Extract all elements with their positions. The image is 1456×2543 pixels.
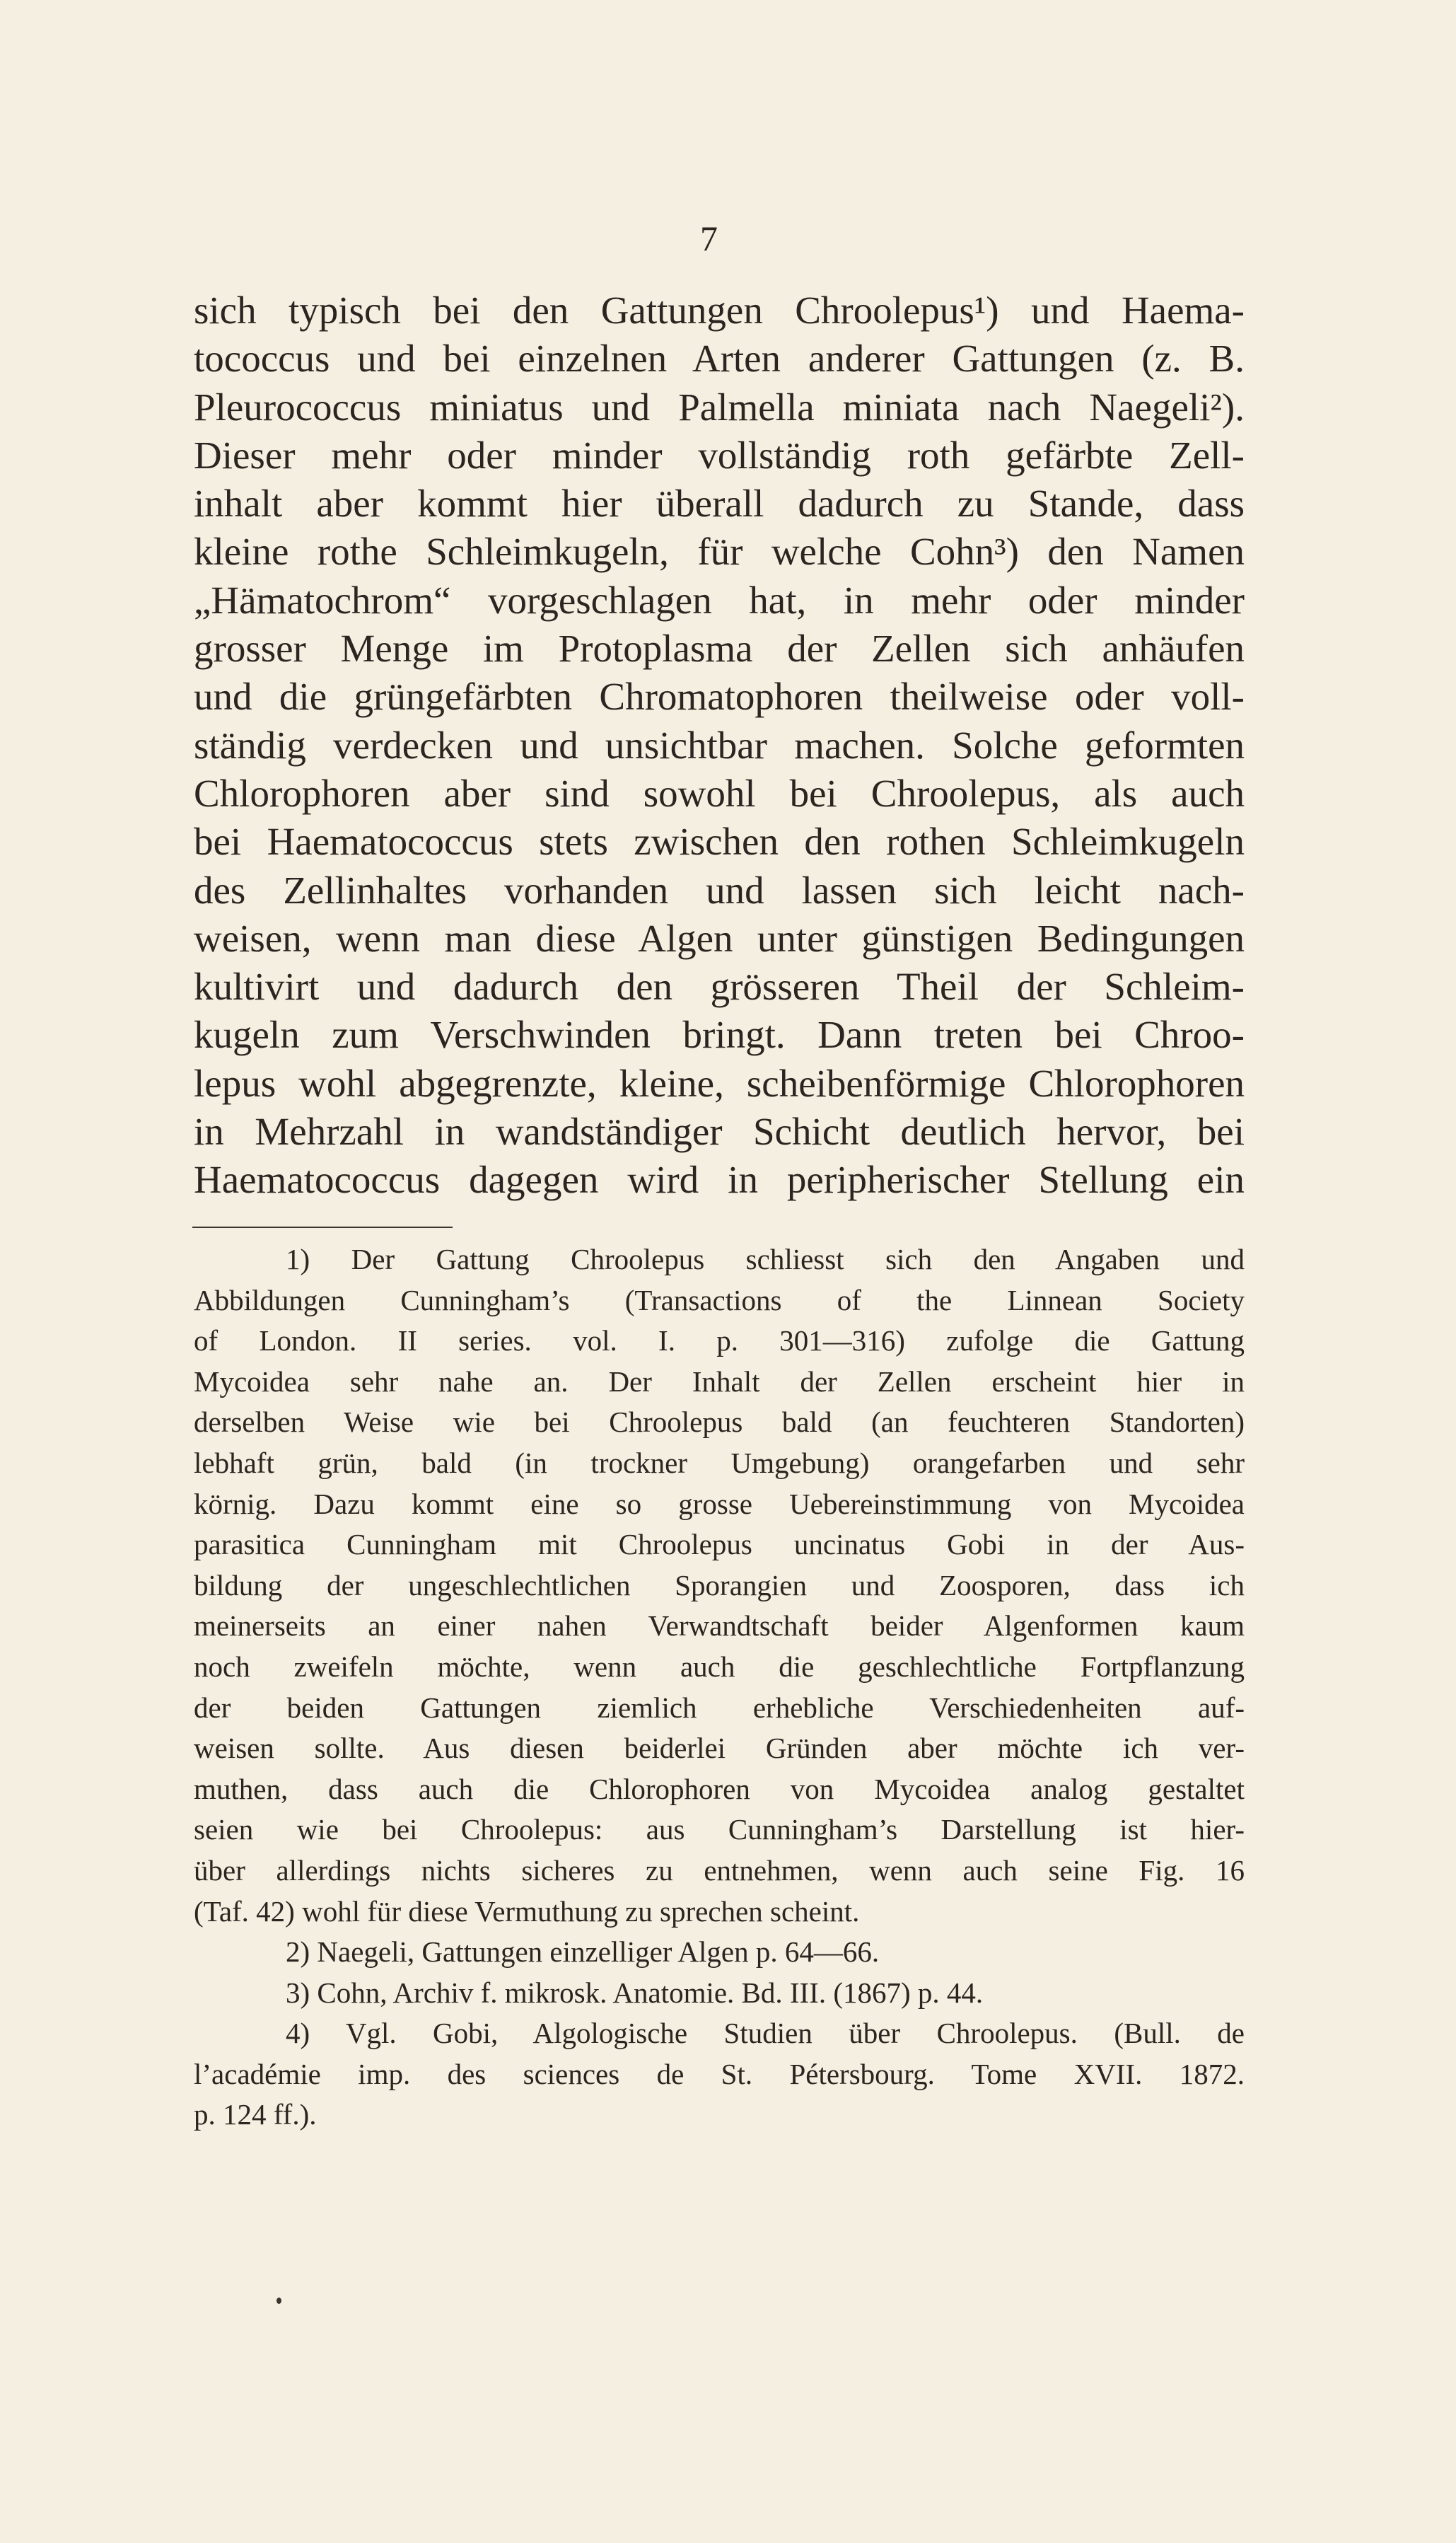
text-line: des Zellinhaltes vorhanden und lassen sich leicht nach- (194, 868, 1245, 912)
footnote-line: weisen sollte. Aus diesen beiderlei Gründen aber möchte ich ver- (194, 1732, 1245, 1765)
footnote-line: of London. II series. vol. I. p. 301—316) zufolge die Gattung (194, 1324, 1245, 1357)
main-text-block (194, 286, 1245, 1205)
text-line: kultivirt und dadurch den grösseren Theil der Schleim- (194, 965, 1245, 1009)
footnote-separator (192, 1227, 453, 1228)
footnote-line: (Taf. 42) wohl für diese Vermuthung zu sprechen scheint. (194, 1894, 860, 1928)
footnote-line: l’académie imp. des sciences de St. Pétersbourg. Tome XVII. 1872. (194, 2057, 1245, 2090)
footnote-line: Abbildungen Cunningham’s (Transactions of the Linnean Society (194, 1283, 1245, 1316)
page-number: 7 (700, 219, 718, 258)
text-line: Haematococcus dagegen wird in peripherischer Stellung ein (194, 1158, 1245, 1202)
text-line: und die grüngefärbten Chromatophoren theilweise oder voll- (194, 675, 1245, 719)
footnote-line: parasitica Cunningham mit Chroolepus uncinatus Gobi in der Aus- (194, 1528, 1245, 1561)
footnote-line: 3) Cohn, Archiv f. mikrosk. Anatomie. Bd. III. (1867) p. 44. (286, 1976, 984, 2009)
footnotes-block (194, 1239, 1245, 2136)
footnote-line: bildung der ungeschlechtlichen Sporangien und Zoosporen, dass ich (194, 1568, 1245, 1601)
text-line: ständig verdecken und unsichtbar machen. Solche geformten (194, 723, 1245, 767)
text-line: bei Haematococcus stets zwischen den rothen Schleimkugeln (194, 820, 1245, 864)
footnote-line: lebhaft grün, bald (in trockner Umgebung) orangefarben und sehr (194, 1446, 1245, 1479)
footnote-line: derselben Weise wie bei Chroolepus bald (an feuchteren Standorten) (194, 1406, 1245, 1439)
footnote-line: 2) Naegeli, Gattungen einzelliger Algen p. 64—66. (286, 1935, 880, 1969)
footnote-line: Mycoidea sehr nahe an. Der Inhalt der Zellen erscheint hier in (194, 1365, 1245, 1398)
text-line: tococcus und bei einzelnen Arten anderer Gattungen (z. B. (194, 337, 1245, 381)
text-line: kleine rothe Schleimkugeln, für welche Cohn³) den Namen (194, 530, 1245, 574)
text-line: Dieser mehr oder minder vollständig roth gefärbte Zell- (194, 433, 1245, 477)
footnote-line: noch zweifeln möchte, wenn auch die geschlechtliche Fortpflanzung (194, 1650, 1245, 1683)
text-line: grosser Menge im Protoplasma der Zellen sich anhäufen (194, 627, 1245, 671)
text-line: in Mehrzahl in wandständiger Schicht deutlich hervor, bei (194, 1110, 1245, 1154)
footnote-line: 1) Der Gattung Chroolepus schliesst sich den Angaben und (286, 1243, 1245, 1275)
text-line: „Hämatochrom“ vorgeschlagen hat, in mehr oder minder (194, 578, 1245, 622)
footnote-line: der beiden Gattungen ziemlich erhebliche Verschiedenheiten auf- (194, 1691, 1245, 1724)
footnote-line: 4) Vgl. Gobi, Algologische Studien über Chroolepus. (Bull. de (286, 2017, 1245, 2050)
text-line: inhalt aber kommt hier überall dadurch zu Stande, dass (194, 482, 1245, 526)
text-line: Chlorophoren aber sind sowohl bei Chroolepus, als auch (194, 771, 1245, 815)
text-line: kugeln zum Verschwinden bringt. Dann treten bei Chroo- (194, 1013, 1245, 1057)
footnote-line: muthen, dass auch die Chlorophoren von Mycoidea analog gestaltet (194, 1772, 1245, 1805)
footnote-line: p. 124 ff.). (194, 2098, 317, 2131)
text-line: lepus wohl abgegrenzte, kleine, scheibenförmige Chlorophoren (194, 1061, 1245, 1105)
text-line: Pleurococcus miniatus und Palmella miniata nach Naegeli²). (194, 385, 1245, 429)
ink-speck (276, 2298, 281, 2304)
text-line: sich typisch bei den Gattungen Chroolepus¹) und Haema- (194, 289, 1245, 332)
footnote-line: seien wie bei Chroolepus: aus Cunningham’s Darstellung ist hier- (194, 1813, 1245, 1846)
footnote-line: über allerdings nichts sicheres zu entnehmen, wenn auch seine Fig. 16 (194, 1853, 1245, 1887)
footnote-line: körnig. Dazu kommt eine so grosse Uebereinstimmung von Mycoidea (194, 1487, 1245, 1520)
text-line: weisen, wenn man diese Algen unter günstigen Bedingungen (194, 916, 1245, 960)
footnote-line: meinerseits an einer nahen Verwandtschaft beider Algenformen kaum (194, 1609, 1245, 1643)
